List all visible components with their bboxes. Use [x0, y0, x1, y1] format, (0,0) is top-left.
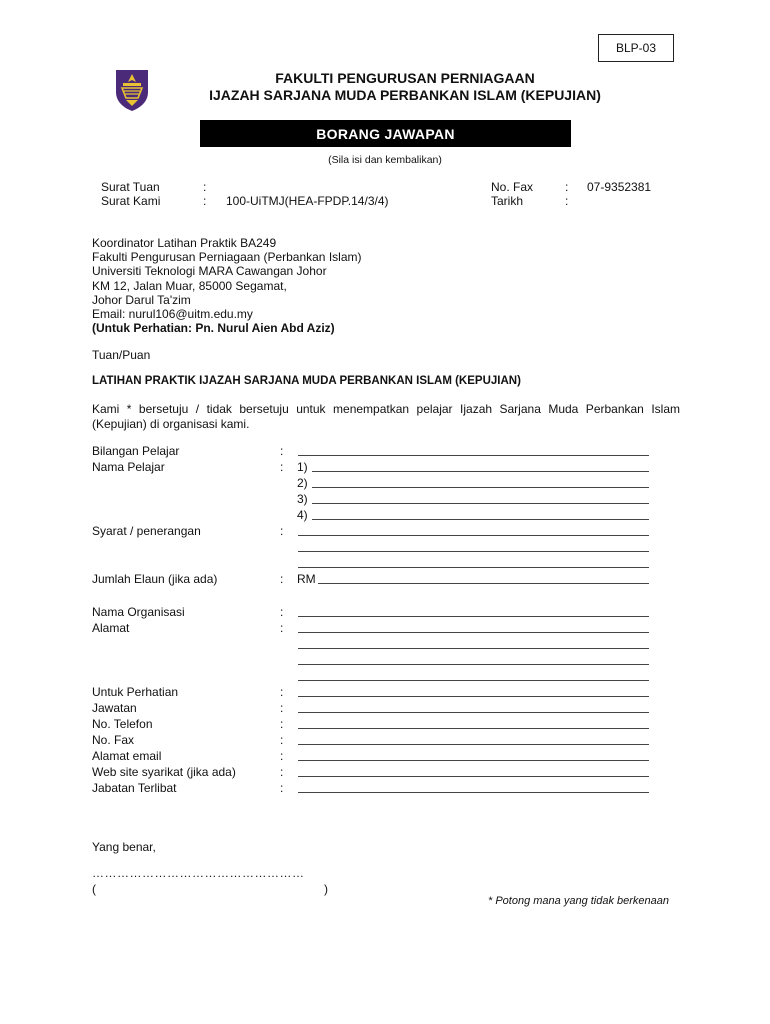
alamat-colon: : — [280, 621, 284, 635]
address-line: Universiti Teknologi MARA Cawangan Johor — [92, 264, 327, 279]
surat-kami-label: Surat Kami — [101, 194, 161, 208]
syarat-label: Syarat / penerangan — [92, 524, 201, 538]
signature-line[interactable]: …………………………………………… — [92, 866, 305, 880]
address-line: Koordinator Latihan Praktik BA249 — [92, 236, 277, 250]
student-2-field-line[interactable] — [312, 487, 649, 488]
student-number-2: 2) — [297, 476, 308, 490]
fax-value: 07-9352381 — [587, 180, 652, 194]
elaun-field-line[interactable] — [318, 583, 649, 584]
form-instruction: (Sila isi dan kembalikan) — [328, 154, 442, 166]
jawatan-field-line[interactable] — [298, 712, 649, 713]
website-field-line[interactable] — [298, 776, 649, 777]
address-email: Email: nurul106@uitm.edu.my — [92, 307, 253, 322]
fax-field-colon: : — [280, 733, 284, 747]
address-line: Fakulti Pengurusan Perniagaan (Perbankan Islam) — [92, 250, 362, 265]
surat-kami-colon: : — [203, 194, 207, 208]
fax-field-label: No. Fax — [92, 733, 135, 747]
email-field-line[interactable] — [298, 760, 649, 761]
document-code: BLP-03 — [598, 34, 674, 62]
email-colon: : — [280, 749, 284, 763]
alamat-field-line[interactable] — [298, 664, 649, 665]
organisasi-field-line[interactable] — [298, 616, 649, 617]
student-number-1: 1) — [297, 460, 308, 474]
address-attention: (Untuk Perhatian: Pn. Nurul Aien Abd Aziz) — [92, 321, 335, 336]
jabatan-label: Jabatan Terlibat — [92, 781, 177, 795]
tarikh-colon: : — [565, 194, 569, 208]
jawatan-label: Jawatan — [92, 701, 137, 715]
currency-label: RM — [297, 572, 316, 586]
subject-heading: LATIHAN PRAKTIK IJAZAH SARJANA MUDA PERBANKAN ISLAM (KEPUJIAN) — [92, 375, 521, 387]
perhatian-label: Untuk Perhatian — [92, 685, 179, 699]
alamat-field-line[interactable] — [298, 632, 649, 633]
faculty-title: FAKULTI PENGURUSAN PERNIAGAAN — [275, 70, 535, 86]
surat-tuan-label: Surat Tuan — [101, 180, 160, 194]
nama-pelajar-label: Nama Pelajar — [92, 460, 165, 474]
bilangan-label: Bilangan Pelajar — [92, 444, 180, 458]
bilangan-colon: : — [280, 444, 284, 458]
address-line: KM 12, Jalan Muar, 85000 Segamat, — [92, 278, 287, 293]
student-number-4: 4) — [297, 508, 308, 522]
telefon-label: No. Telefon — [92, 717, 153, 731]
telefon-field-line[interactable] — [298, 728, 649, 729]
jabatan-colon: : — [280, 781, 284, 795]
tarikh-label: Tarikh — [491, 194, 524, 208]
jawatan-colon: : — [280, 701, 284, 715]
website-colon: : — [280, 765, 284, 779]
alamat-field-line[interactable] — [298, 648, 649, 649]
syarat-field-line[interactable] — [298, 551, 649, 552]
alamat-field-line[interactable] — [298, 680, 649, 681]
surat-kami-value: 100-UiTMJ(HEA-FPDP.14/3/4) — [226, 194, 389, 208]
form-banner: BORANG JAWAPAN — [200, 120, 571, 147]
recipient-address — [92, 236, 361, 335]
yang-benar: Yang benar, — [92, 840, 156, 854]
footnote: * Potong mana yang tidak berkenaan — [488, 895, 670, 907]
syarat-field-line[interactable] — [298, 567, 649, 568]
elaun-colon: : — [280, 572, 284, 586]
syarat-field-line[interactable] — [298, 535, 649, 536]
address-line: Johor Darul Ta'zim — [92, 292, 191, 307]
jabatan-field-line[interactable] — [298, 792, 649, 793]
perhatian-colon: : — [280, 685, 284, 699]
student-1-field-line[interactable] — [312, 471, 649, 472]
name-paren-close: ) — [324, 882, 328, 896]
nama-pelajar-colon: : — [280, 460, 284, 474]
perhatian-field-line[interactable] — [298, 696, 649, 697]
agreement-paragraph: Kami * bersetuju / tidak bersetuju untuk menempatkan pelajar Ijazah Sarjana Muda Perbankan Islam (Kepujian) di organisasi kami. — [92, 402, 680, 431]
fax-label: No. Fax — [491, 180, 534, 194]
bilangan-field-line[interactable] — [298, 455, 649, 456]
website-label: Web site syarikat (jika ada) — [92, 765, 236, 779]
alamat-label: Alamat — [92, 621, 130, 635]
fax-field-line[interactable] — [298, 744, 649, 745]
organisasi-label: Nama Organisasi — [92, 605, 185, 619]
telefon-colon: : — [280, 717, 284, 731]
fax-colon: : — [565, 180, 569, 194]
organisasi-colon: : — [280, 605, 284, 619]
elaun-label: Jumlah Elaun (jika ada) — [92, 572, 218, 586]
student-4-field-line[interactable] — [312, 519, 649, 520]
salutation: Tuan/Puan — [92, 348, 151, 362]
name-paren-open: ( — [92, 882, 96, 896]
email-label: Alamat email — [92, 749, 162, 763]
program-title: IJAZAH SARJANA MUDA PERBANKAN ISLAM (KEPUJIAN) — [209, 87, 601, 103]
surat-tuan-colon: : — [203, 180, 207, 194]
student-number-3: 3) — [297, 492, 308, 506]
student-3-field-line[interactable] — [312, 503, 649, 504]
syarat-colon: : — [280, 524, 284, 538]
